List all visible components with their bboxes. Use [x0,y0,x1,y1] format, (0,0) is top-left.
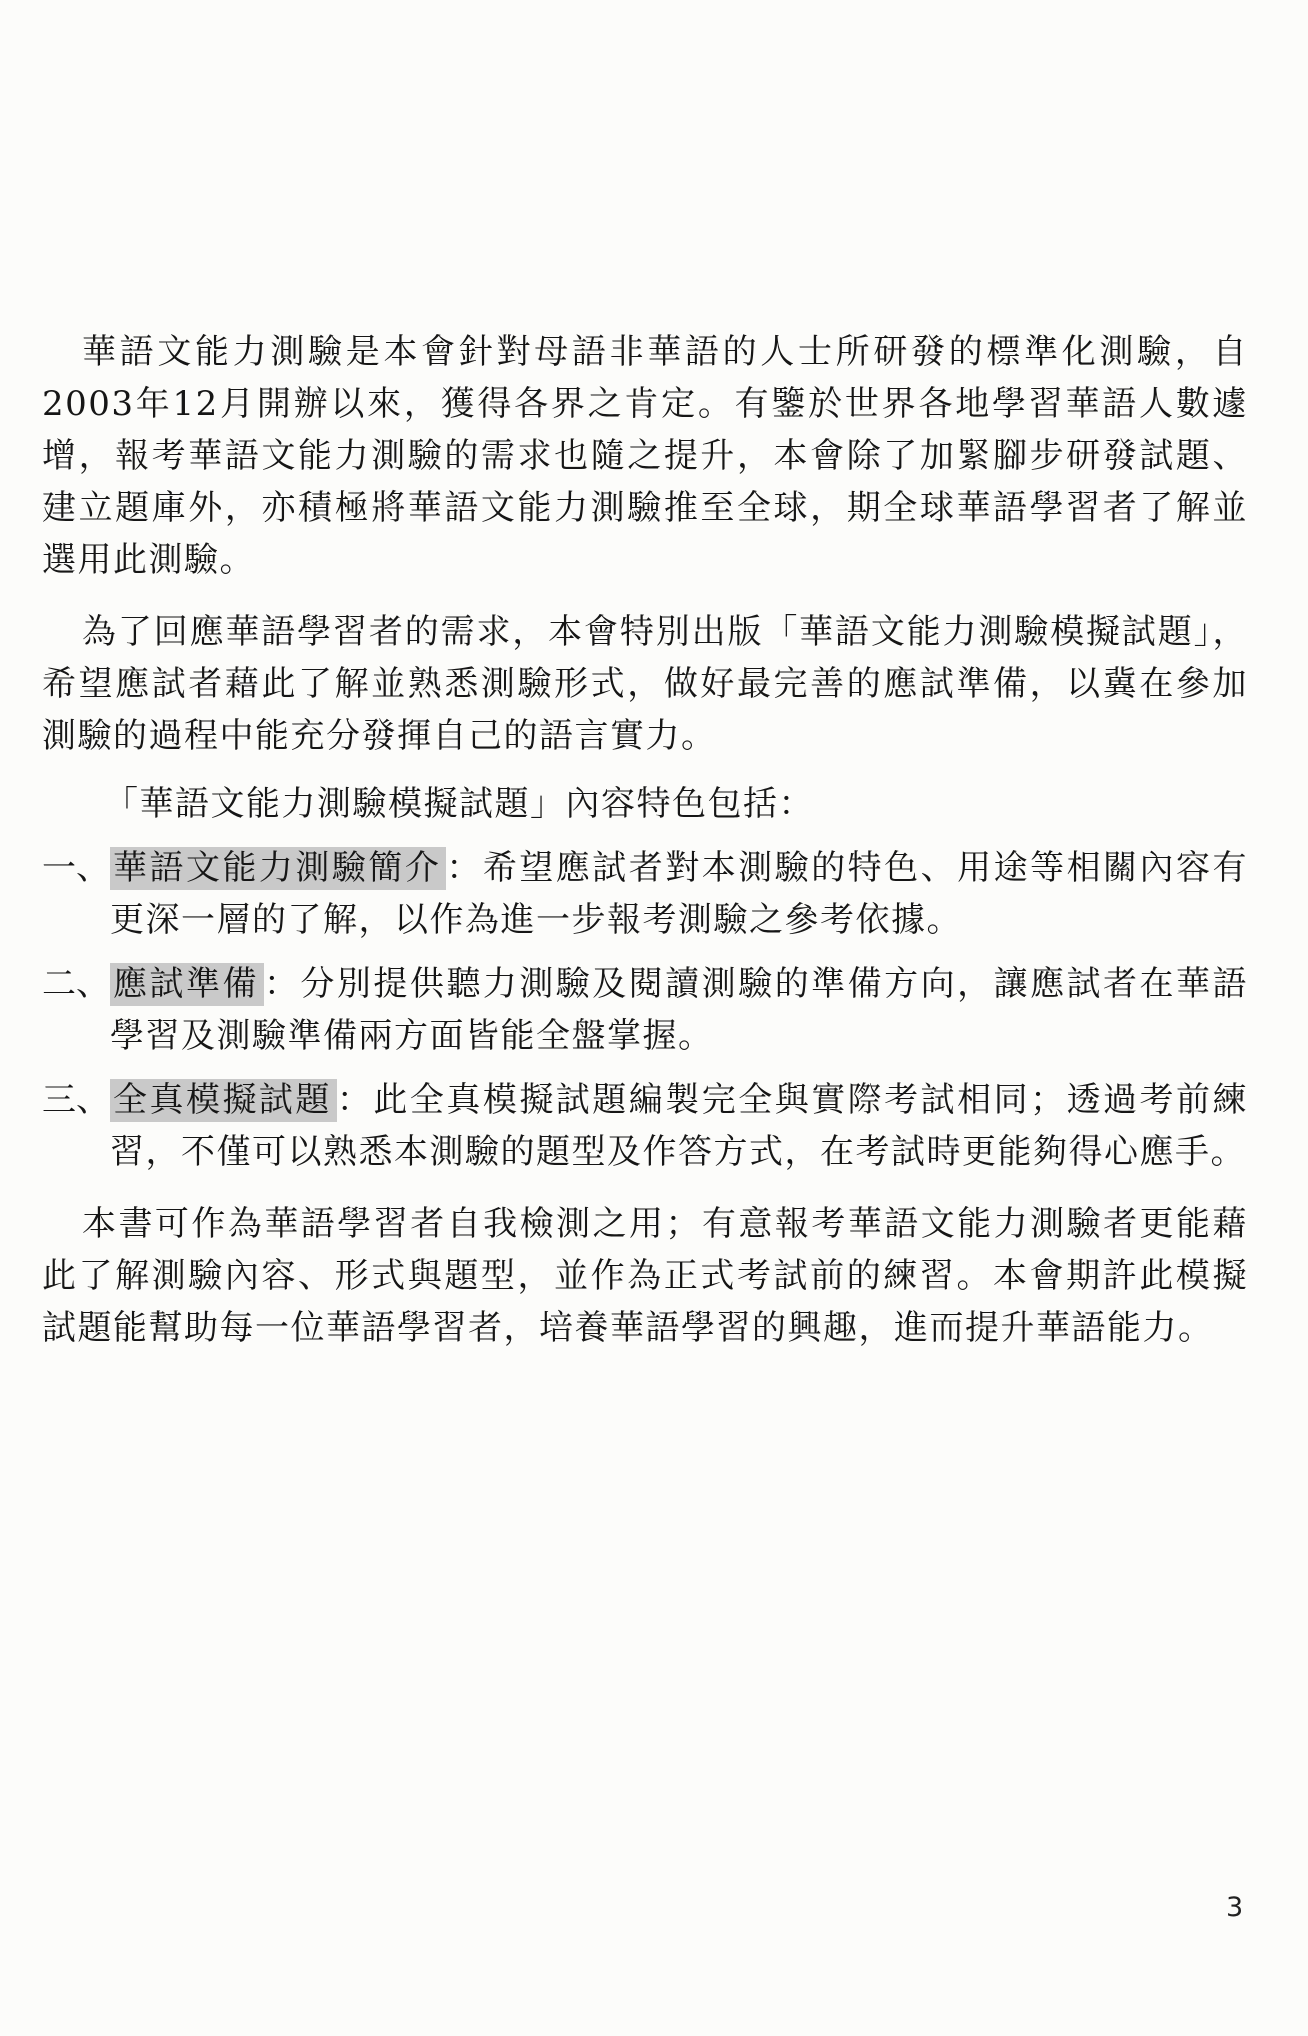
list-item-marker: 三、 [42,1080,110,1120]
term-separator: ： [336,1080,374,1120]
term-separator: ： [263,964,301,1004]
list-item-body [110,958,1248,1062]
intro-paragraph: 華語文能力測驗是本會針對母語非華語的人士所研發的標準化測驗，自2003年12月開辦以來，獲得各界之肯定。有鑒於世界各地學習華語人數遽增，報考華語文能力測驗的需求也隨之提升，本會除了加緊腳步研發試題、建立題庫外，亦積極將華語文能力測驗推至全球，期全球華語學習者了解並選用此測驗。 [42,332,1248,580]
page-number: 3 [1226,1892,1244,1923]
document-body [42,326,1248,1354]
closing-paragraph: 本書可作為華語學習者自我檢測之用；有意報考華語文能力測驗者更能藉此了解測驗內容、形式與題型，並作為正式考試前的練習。本會期許此模擬試題能幫助每一位華語學習者，培養華語學習的興趣，進而提升華語能力。 [42,1204,1248,1348]
purpose-paragraph: 為了回應華語學習者的需求，本會特別出版「華語文能力測驗模擬試題」，希望應試者藉此了解並熟悉測驗形式，做好最完善的應試準備，以冀在參加測驗的過程中能充分發揮自己的語言實力。 [42,612,1248,756]
highlighted-term: 應試準備 [110,963,264,1006]
highlighted-term: 華語文能力測驗簡介 [110,847,446,890]
list-item-exam-preparation [42,958,1248,1062]
list-item-introduction [42,842,1248,946]
features-heading: 「華語文能力測驗模擬試題」內容特色包括： [104,784,814,824]
list-item-description: 分別提供聽力測驗及閱讀測驗的準備方向，讓應試者在華語學習及測驗準備兩方面皆能全盤掌握。 [110,964,1249,1056]
highlighted-term: 全真模擬試題 [110,1079,337,1122]
list-item-description: 希望應試者對本測驗的特色、用途等相關內容有更深一層的了解，以作為進一步報考測驗之參考依據。 [110,848,1249,940]
list-item-marker: 二、 [42,964,110,1004]
list-item-body [110,842,1248,946]
list-item-body [110,1074,1248,1178]
list-item-marker: 一、 [42,848,110,888]
list-item-description: 此全真模擬試題編製完全與實際考試相同；透過考前練習，不僅可以熟悉本測驗的題型及作答方式，在考試時更能夠得心應手。 [110,1080,1249,1172]
term-separator: ： [446,848,483,888]
list-item-mock-test [42,1074,1248,1178]
